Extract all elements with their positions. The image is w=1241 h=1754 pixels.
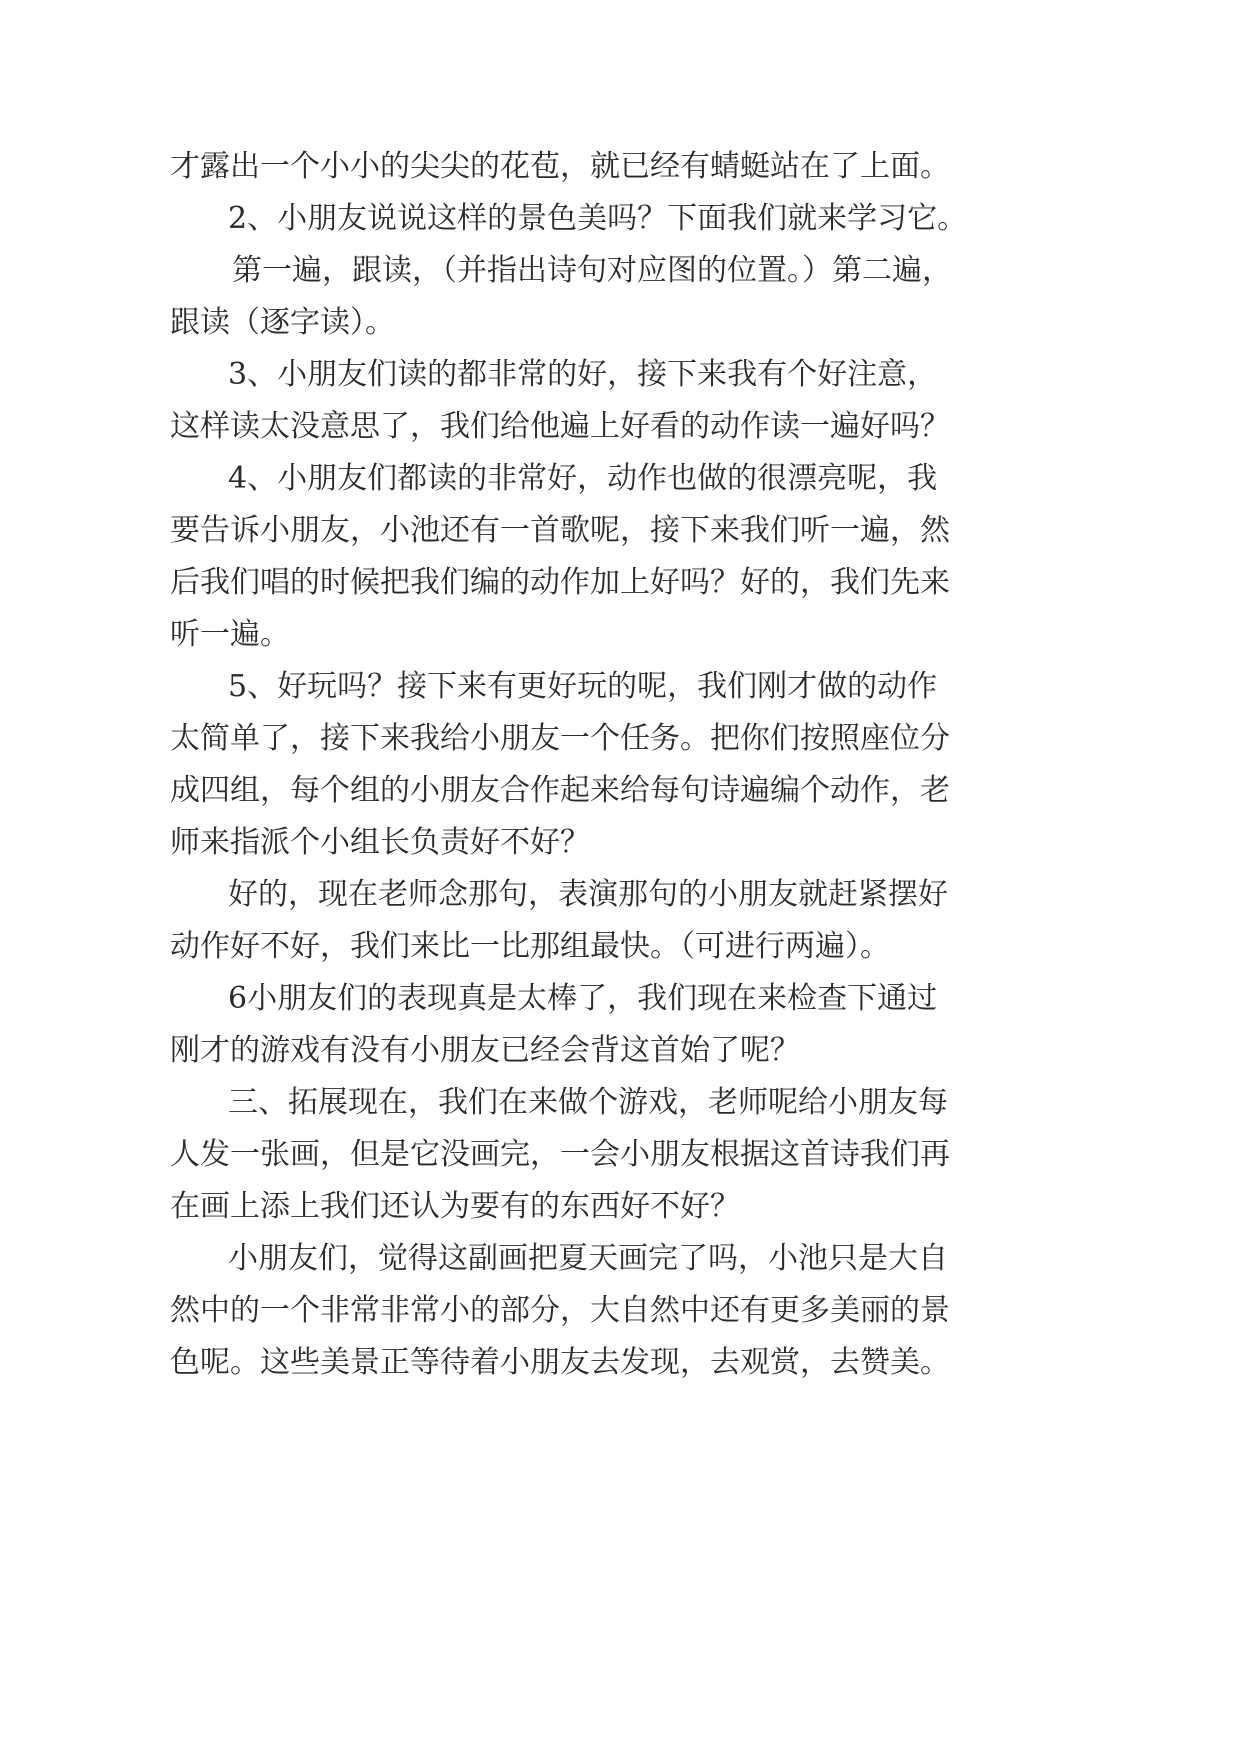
text-line: 人发一张画，但是它没画完，一会小朋友根据这首诗我们再 — [170, 1137, 950, 1172]
text-line: 2、小朋友说说这样的景色美吗？下面我们就来学习它。 — [228, 201, 968, 236]
text-line: 后我们唱的时候把我们编的动作加上好吗？好的，我们先来 — [170, 565, 950, 600]
text-line: 太简单了，接下来我给小朋友一个任务。把你们按照座位分 — [170, 721, 950, 756]
text-line: 第一遍，跟读，（并指出诗句对应图的位置。）第二遍， — [232, 253, 952, 288]
text-line: 成四组，每个组的小朋友合作起来给每句诗遍编个动作，老 — [170, 773, 950, 808]
text-line: 6小朋友们的表现真是太棒了，我们现在来检查下通过 — [228, 981, 938, 1016]
text-line: 好的，现在老师念那句，表演那句的小朋友就赶紧摆好 — [228, 877, 948, 912]
text-line: 听一遍。 — [170, 617, 290, 652]
text-line: 小朋友们，觉得这副画把夏天画完了吗，小池只是大自 — [228, 1241, 948, 1276]
text-line: 动作好不好，我们来比一比那组最快。（可进行两遍）。 — [170, 929, 890, 964]
text-line: 5、好玩吗？接下来有更好玩的呢，我们刚才做的动作 — [228, 669, 938, 704]
text-line: 这样读太没意思了，我们给他遍上好看的动作读一遍好吗？ — [170, 409, 950, 444]
text-line: 才露出一个小小的尖尖的花苞，就已经有蜻蜓站在了上面。 — [170, 149, 950, 184]
text-line: 在画上添上我们还认为要有的东西好不好？ — [170, 1189, 740, 1224]
text-line: 然中的一个非常非常小的部分，大自然中还有更多美丽的景 — [170, 1293, 950, 1328]
text-line: 刚才的游戏有没有小朋友已经会背这首始了呢？ — [170, 1033, 800, 1068]
text-line: 跟读（逐字读）。 — [170, 305, 395, 340]
text-line: 色呢。这些美景正等待着小朋友去发现，去观赏，去赞美。 — [170, 1345, 950, 1380]
text-line: 要告诉小朋友，小池还有一首歌呢，接下来我们听一遍，然 — [170, 513, 950, 548]
text-line: 师来指派个小组长负责好不好？ — [170, 825, 590, 860]
text-line: 三、拓展现在，我们在来做个游戏，老师呢给小朋友每 — [228, 1085, 948, 1120]
text-line: 4、小朋友们都读的非常好，动作也做的很漂亮呢，我 — [228, 461, 938, 496]
text-line: 3、小朋友们读的都非常的好，接下来我有个好注意， — [228, 357, 938, 392]
